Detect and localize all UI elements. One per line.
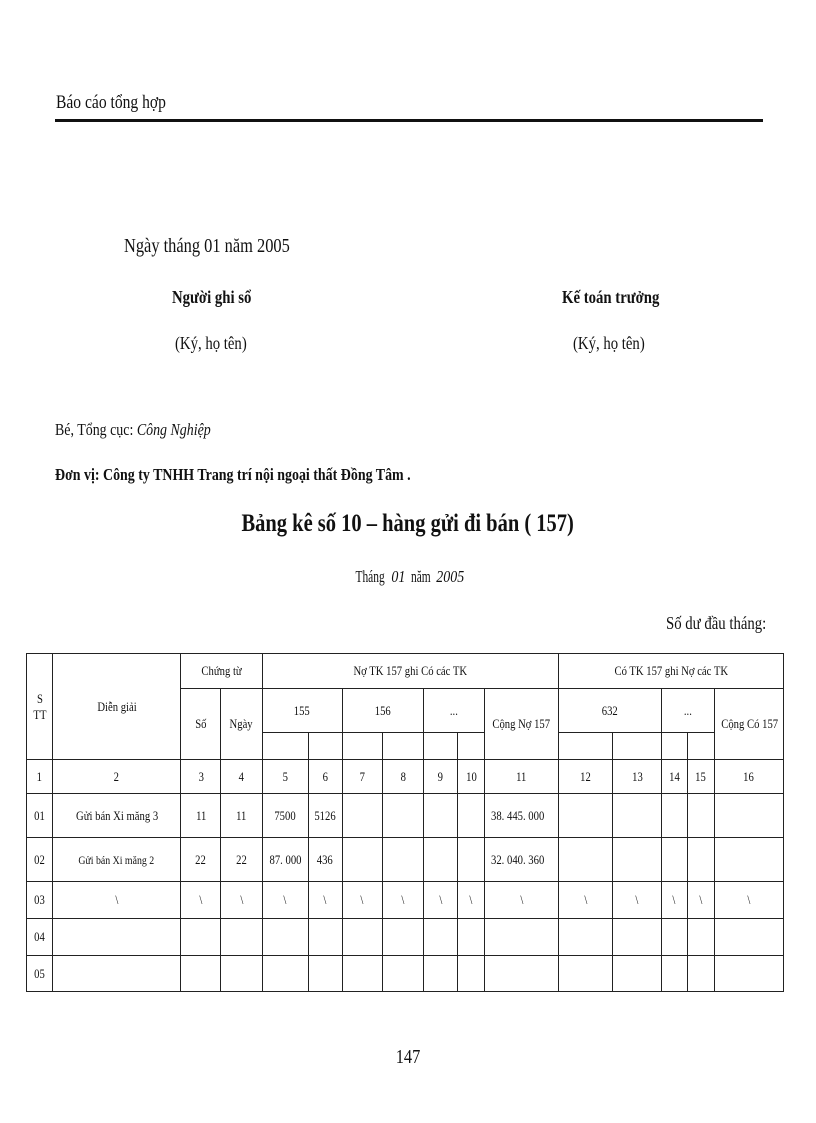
- cell-632-a: [559, 838, 613, 882]
- page-number: 147: [395, 1046, 421, 1068]
- col-header-voucher: Chứng từ: [181, 654, 262, 689]
- cell-632-a: [559, 956, 613, 992]
- cell-156-b: [382, 838, 423, 882]
- unit-line: [55, 465, 489, 485]
- column-number: 8: [382, 760, 423, 794]
- cell-description: Gửi bán Xi măng 2: [53, 838, 181, 882]
- cell-debit-total: 32. 040. 360: [485, 838, 559, 882]
- ministry-label: Bé, Tổng cục:: [55, 420, 134, 439]
- cell-156-a: [342, 794, 382, 838]
- cell-voucher-date: 11: [221, 794, 262, 838]
- cell-155-b: \: [308, 882, 342, 919]
- period-month: 01: [391, 567, 406, 586]
- cell-other-credit-a: [661, 919, 687, 956]
- header-blank-cell: [559, 733, 613, 760]
- column-number: 15: [687, 760, 714, 794]
- column-number: 10: [458, 760, 485, 794]
- column-number: 13: [613, 760, 661, 794]
- document-title: Bảng kê số 10 – hàng gửi đi bán ( 157): [241, 510, 575, 537]
- cell-156-a: [342, 956, 382, 992]
- column-number: 1: [27, 760, 53, 794]
- cell-description: Gửi bán Xi măng 3: [53, 794, 181, 838]
- report-header-title: Báo cáo tổng hợp: [56, 92, 166, 113]
- cell-voucher-no: \: [181, 882, 221, 919]
- cell-debit-total: 38. 445. 000: [485, 794, 559, 838]
- column-number: 7: [342, 760, 382, 794]
- column-number: 3: [181, 760, 221, 794]
- col-header-acc-155: 155: [262, 689, 342, 733]
- cell-credit-total: \: [714, 882, 783, 919]
- col-header-acc-632: 632: [559, 689, 661, 733]
- table-row: [27, 838, 784, 882]
- ministry-value: Công Nghiệp: [136, 420, 211, 439]
- header-blank-cell: [687, 733, 714, 760]
- cell-stt: 02: [27, 838, 53, 882]
- cell-156-b: [382, 794, 423, 838]
- column-number: 11: [485, 760, 559, 794]
- cell-155-b: [308, 956, 342, 992]
- cell-other-debit-b: [458, 956, 485, 992]
- cell-stt: 01: [27, 794, 53, 838]
- cell-156-a: [342, 838, 382, 882]
- cell-voucher-no: [181, 956, 221, 992]
- cell-other-debit-a: [423, 919, 457, 956]
- column-number: 9: [423, 760, 457, 794]
- col-header-credit-group: Có TK 157 ghi Nợ các TK: [559, 654, 784, 689]
- cell-voucher-no: [181, 919, 221, 956]
- header-blank-cell: [262, 733, 308, 760]
- cell-155-a: [262, 956, 308, 992]
- cell-other-credit-a: [661, 838, 687, 882]
- cell-other-debit-b: \: [458, 882, 485, 919]
- table-row: [27, 919, 784, 956]
- col-header-acc-156: 156: [342, 689, 423, 733]
- cell-155-a: 87. 000: [262, 838, 308, 882]
- table-row: [27, 794, 784, 838]
- cell-other-credit-a: \: [661, 882, 687, 919]
- cell-debit-total: [485, 919, 559, 956]
- chief-accountant-role: Kế toán trưởng: [562, 287, 660, 307]
- cell-632-b: [613, 919, 661, 956]
- cell-other-credit-b: [687, 919, 714, 956]
- signature-date: Ngày tháng 01 năm 2005: [124, 235, 290, 257]
- cell-voucher-date: \: [221, 882, 262, 919]
- cell-155-b: 436: [308, 838, 342, 882]
- cell-voucher-date: [221, 919, 262, 956]
- col-header-other-debit: ...: [423, 689, 484, 733]
- cell-632-a: [559, 794, 613, 838]
- col-header-voucher-no: Số: [181, 689, 221, 760]
- col-header-debit-total: Cộng Nợ 157: [485, 689, 559, 760]
- cell-debit-total: \: [485, 882, 559, 919]
- cell-description: [53, 919, 181, 956]
- cell-156-b: \: [382, 882, 423, 919]
- cell-other-debit-a: \: [423, 882, 457, 919]
- period-line: Tháng 01 năm 2005: [355, 567, 464, 586]
- cell-voucher-date: [221, 956, 262, 992]
- recorder-role: Người ghi sổ: [172, 287, 252, 307]
- cell-credit-total: [714, 838, 783, 882]
- cell-credit-total: [714, 956, 783, 992]
- cell-other-debit-a: [423, 838, 457, 882]
- col-header-description: Diễn giải: [53, 654, 181, 760]
- cell-other-credit-b: [687, 794, 714, 838]
- cell-156-a: [342, 919, 382, 956]
- cell-credit-total: [714, 794, 783, 838]
- cell-other-debit-b: [458, 919, 485, 956]
- cell-155-b: 5126: [308, 794, 342, 838]
- cell-other-credit-b: [687, 956, 714, 992]
- column-number: 14: [661, 760, 687, 794]
- cell-other-credit-b: \: [687, 882, 714, 919]
- chief-accountant-sign-note: (Ký, họ tên): [573, 333, 645, 353]
- table-row: [27, 882, 784, 919]
- header-row-1: [27, 654, 784, 689]
- col-header-stt: S TT: [27, 654, 53, 760]
- cell-155-a: [262, 919, 308, 956]
- unit-value: Công ty TNHH Trang trí nội ngoại thất Đồng Tâm .: [102, 465, 411, 484]
- cell-155-b: [308, 919, 342, 956]
- header-blank-cell: [308, 733, 342, 760]
- cell-stt: 04: [27, 919, 53, 956]
- cell-description: \: [53, 882, 181, 919]
- cell-other-debit-b: [458, 794, 485, 838]
- cell-other-credit-a: [661, 794, 687, 838]
- cell-stt: 03: [27, 882, 53, 919]
- col-header-credit-total: Cộng Có 157: [714, 689, 783, 760]
- cell-156-a: \: [342, 882, 382, 919]
- cell-632-b: [613, 794, 661, 838]
- header-blank-cell: [423, 733, 457, 760]
- header-blank-cell: [458, 733, 485, 760]
- ministry-line: [55, 420, 245, 440]
- cell-other-debit-b: [458, 838, 485, 882]
- period-year: 2005: [436, 567, 464, 586]
- cell-other-debit-a: [423, 794, 457, 838]
- recorder-sign-note: (Ký, họ tên): [175, 333, 247, 353]
- cell-description: [53, 956, 181, 992]
- col-header-voucher-date: Ngày: [221, 689, 262, 760]
- table-row: [27, 956, 784, 992]
- column-number: 4: [221, 760, 262, 794]
- cell-other-credit-b: [687, 838, 714, 882]
- cell-632-b: [613, 838, 661, 882]
- header-blank-cell: [661, 733, 687, 760]
- header-blank-cell: [342, 733, 382, 760]
- column-number: 12: [559, 760, 613, 794]
- unit-label: Đơn vị:: [55, 465, 100, 484]
- column-number-row: [27, 760, 784, 794]
- cell-other-credit-a: [661, 956, 687, 992]
- cell-156-b: [382, 956, 423, 992]
- cell-voucher-no: 22: [181, 838, 221, 882]
- col-header-other-credit: ...: [661, 689, 714, 733]
- cell-632-a: \: [559, 882, 613, 919]
- column-number: 16: [714, 760, 783, 794]
- header-blank-cell: [613, 733, 661, 760]
- opening-balance-label: Số dư đầu tháng:: [666, 613, 767, 633]
- column-number: 5: [262, 760, 308, 794]
- cell-632-b: [613, 956, 661, 992]
- header-rule: [55, 119, 763, 122]
- column-number: 2: [53, 760, 181, 794]
- cell-stt: 05: [27, 956, 53, 992]
- cell-other-debit-a: [423, 956, 457, 992]
- cell-632-b: \: [613, 882, 661, 919]
- cell-debit-total: [485, 956, 559, 992]
- col-header-debit-group: Nợ TK 157 ghi Có các TK: [262, 654, 559, 689]
- cell-voucher-no: 11: [181, 794, 221, 838]
- cell-155-a: \: [262, 882, 308, 919]
- cell-155-a: 7500: [262, 794, 308, 838]
- cell-voucher-date: 22: [221, 838, 262, 882]
- cell-632-a: [559, 919, 613, 956]
- cell-156-b: [382, 919, 423, 956]
- header-blank-cell: [382, 733, 423, 760]
- column-number: 6: [308, 760, 342, 794]
- ledger-table: [26, 653, 784, 992]
- cell-credit-total: [714, 919, 783, 956]
